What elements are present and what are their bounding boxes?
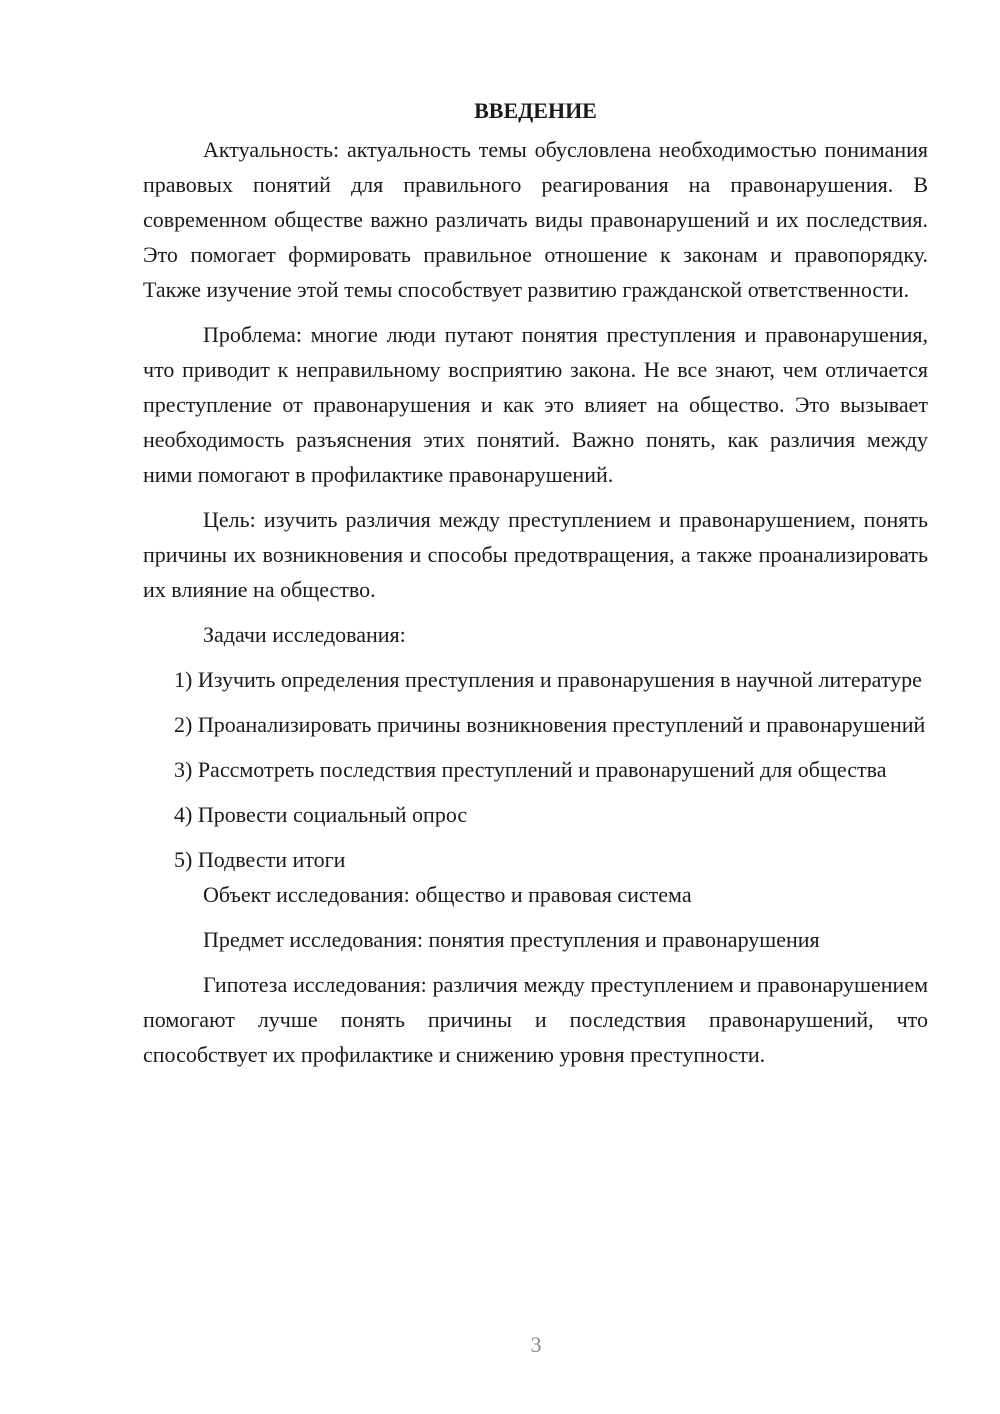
paragraph-object: Объект исследования: общество и правовая система [203, 882, 692, 907]
paragraph-tasks-heading: Задачи исследования: [203, 622, 406, 647]
paragraph-hypothesis: Гипотеза исследования: различия между преступлением и правонарушением помогают лучше понять причины и последствия правонарушений, что способствует их профилактике и снижению уровня преступности. [143, 972, 928, 1067]
task-item: 1) Изучить определения преступления и правонарушения в научной литературе [174, 667, 922, 692]
task-item: 3) Рассмотреть последствия преступлений и правонарушений для общества [174, 757, 887, 782]
page-number: 3 [530, 1332, 542, 1357]
paragraph-subject: Предмет исследования: понятия преступления и правонарушения [203, 927, 820, 952]
paragraph-goal: Цель: изучить различия между преступлением и правонарушением, понять причины их возникновения и способы предотвращения, а также проанализировать их влияние на общество. [143, 507, 928, 602]
task-item: 5) Подвести итоги [174, 847, 346, 872]
task-item: 4) Провести социальный опрос [174, 802, 468, 827]
document-page [143, 96, 928, 1072]
section-title: ВВЕДЕНИЕ [474, 98, 597, 123]
task-item: 2) Проанализировать причины возникновения преступлений и правонарушений [174, 712, 926, 737]
paragraph-relevance: Актуальность: актуальность темы обусловлена необходимостью понимания правовых понятий для правильного реагирования на правонарушения. В современном обществе важно различать виды правонарушений и их последствия. Это помогает формировать правильное отношение к законам и правопорядку. Также изучение этой темы способствует развитию гражданской ответственности. [143, 137, 928, 302]
paragraph-problem: Проблема: многие люди путают понятия преступления и правонарушения, что приводит к неправильному восприятию закона. Не все знают, чем отличается преступление от правонарушения и как это влияет на общество. Это вызывает необходимость разъяснения этих понятий. Важно понять, как различия между ними помогают в профилактике правонарушений. [143, 322, 928, 487]
